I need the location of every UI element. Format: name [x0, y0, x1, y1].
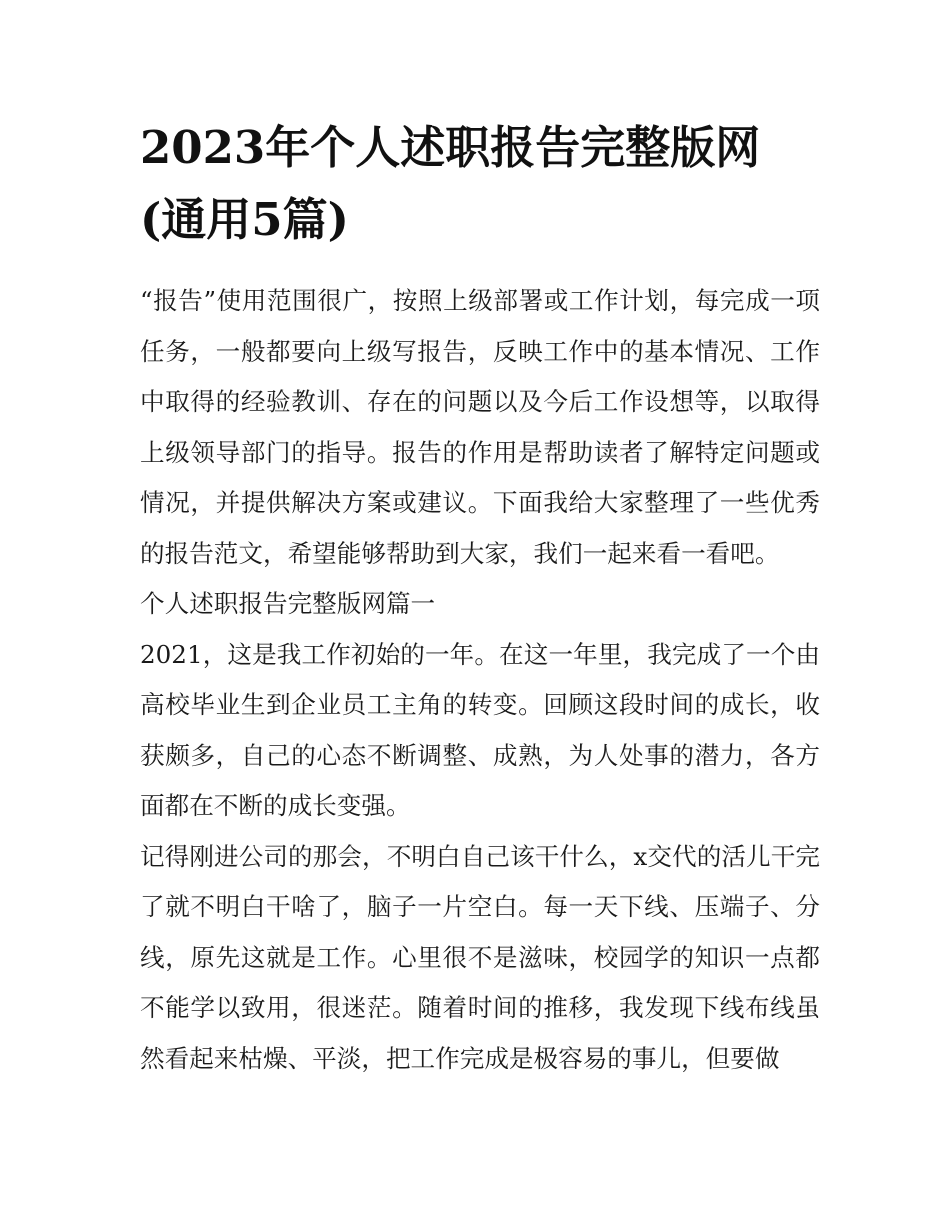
document-body [140, 276, 820, 1084]
body-paragraph-2: 记得刚进公司的那会，不明白自己该干什么，x交代的活儿干完了就不明白干啥了，脑子一片空白。每一天下线、压端子、分线，原先这就是工作。心里很不是滋味，校园学的知识一点都不能学以致用，很迷茫。随着时间的推移，我发现下线布线虽然看起来枯燥、平淡，把工作完成是极容易的事儿，但要做 [140, 841, 820, 1073]
document-title: 2023年个人述职报告完整版网(通用5篇) [140, 121, 761, 246]
document-content [140, 112, 820, 1084]
section-heading: 个人述职报告完整版网篇一 [140, 589, 436, 618]
intro-paragraph: “报告”使用范围很广，按照上级部署或工作计划，每完成一项任务，一般都要向上级写报告，反映工作中的基本情况、工作中取得的经验教训、存在的问题以及今后工作设想等，以取得上级领导部门的指导。报告的作用是帮助读者了解特定问题或情况，并提供解决方案或建议。下面我给大家整理了一些优秀的报告范文，希望能够帮助到大家，我们一起来看一看吧。 [140, 286, 820, 568]
body-paragraph-1: 2021，这是我工作初始的一年。在这一年里，我完成了一个由高校毕业生到企业员工主角的转变。回顾这段时间的成长，收获颇多，自己的心态不断调整、成熟，为人处事的潜力，各方面都在不断的成长变强。 [140, 639, 820, 820]
